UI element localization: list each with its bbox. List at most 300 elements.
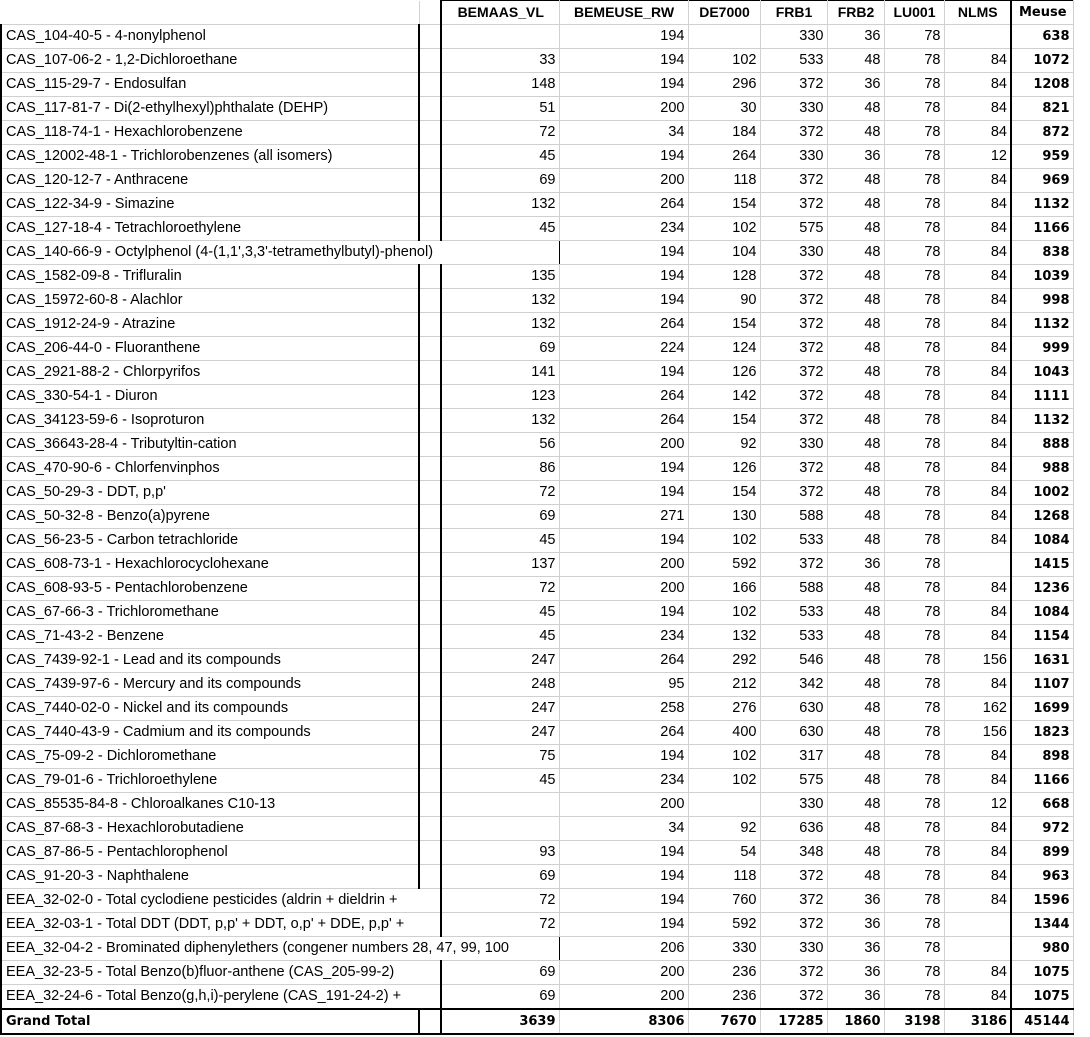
cell-meuse[interactable]: 969 <box>1011 169 1073 193</box>
cell-lu001[interactable]: 78 <box>884 577 944 601</box>
cell-de7000[interactable]: 166 <box>688 577 760 601</box>
cell-lu001[interactable]: 78 <box>884 385 944 409</box>
cell-bemeuse-rw[interactable]: 200 <box>559 961 688 985</box>
cell-lu001[interactable]: 78 <box>884 289 944 313</box>
cell-frb2[interactable]: 48 <box>827 697 884 721</box>
cell-nlms[interactable]: 84 <box>944 601 1011 625</box>
cell-de7000[interactable]: 124 <box>688 337 760 361</box>
row-label[interactable]: CAS_34123-59-6 - Isoproturon <box>1 409 419 433</box>
cell-meuse[interactable]: 972 <box>1011 817 1073 841</box>
cell-frb1[interactable]: 372 <box>760 985 827 1010</box>
cell-bemeuse-rw[interactable]: 194 <box>559 361 688 385</box>
cell-de7000[interactable]: 592 <box>688 553 760 577</box>
gap-cell[interactable] <box>419 49 441 73</box>
cell-frb1[interactable]: 372 <box>760 961 827 985</box>
cell-nlms[interactable]: 84 <box>944 529 1011 553</box>
cell-bemaas-vl[interactable]: 86 <box>441 457 559 481</box>
cell-frb2[interactable]: 48 <box>827 721 884 745</box>
cell-frb1[interactable]: 372 <box>760 913 827 937</box>
cell-meuse[interactable]: 1344 <box>1011 913 1073 937</box>
gap-cell[interactable] <box>419 289 441 313</box>
row-label[interactable]: CAS_50-29-3 - DDT, p,p' <box>1 481 419 505</box>
cell-bemaas-vl[interactable]: 45 <box>441 145 559 169</box>
cell-de7000[interactable] <box>688 793 760 817</box>
cell-meuse[interactable]: 999 <box>1011 337 1073 361</box>
column-header-frb2[interactable]: FRB2 <box>827 1 884 25</box>
cell-frb1[interactable]: 575 <box>760 769 827 793</box>
cell-meuse[interactable]: 980 <box>1011 937 1073 961</box>
cell-meuse[interactable]: 959 <box>1011 145 1073 169</box>
row-label[interactable]: CAS_87-86-5 - Pentachlorophenol <box>1 841 419 865</box>
cell-nlms[interactable] <box>944 913 1011 937</box>
row-label[interactable]: CAS_2921-88-2 - Chlorpyrifos <box>1 361 419 385</box>
cell-meuse[interactable]: 1823 <box>1011 721 1073 745</box>
cell-frb2[interactable]: 36 <box>827 145 884 169</box>
cell-de7000[interactable]: 154 <box>688 409 760 433</box>
cell-meuse[interactable]: 888 <box>1011 433 1073 457</box>
cell-lu001[interactable]: 78 <box>884 361 944 385</box>
cell-meuse[interactable]: 1132 <box>1011 409 1073 433</box>
gap-cell[interactable] <box>419 841 441 865</box>
row-label[interactable]: EEA_32-24-6 - Total Benzo(g,h,i)-perylene (CAS_191-24-2) + <box>1 985 441 1010</box>
cell-frb2[interactable]: 36 <box>827 553 884 577</box>
cell-de7000[interactable]: 102 <box>688 529 760 553</box>
column-header-frb1[interactable]: FRB1 <box>760 1 827 25</box>
cell-frb1[interactable]: 348 <box>760 841 827 865</box>
gap-cell[interactable] <box>419 625 441 649</box>
row-label[interactable]: EEA_32-04-2 - Brominated diphenylethers (congener numbers 28, 47, 99, 100 <box>1 937 559 961</box>
cell-nlms[interactable]: 84 <box>944 121 1011 145</box>
cell-bemaas-vl[interactable]: 132 <box>441 313 559 337</box>
cell-de7000[interactable]: 184 <box>688 121 760 145</box>
cell-lu001[interactable]: 78 <box>884 769 944 793</box>
cell-frb2[interactable]: 1860 <box>827 1009 884 1034</box>
cell-nlms[interactable]: 12 <box>944 793 1011 817</box>
cell-bemaas-vl[interactable]: 72 <box>441 577 559 601</box>
cell-lu001[interactable]: 3198 <box>884 1009 944 1034</box>
cell-bemeuse-rw[interactable]: 194 <box>559 265 688 289</box>
cell-frb2[interactable]: 36 <box>827 985 884 1010</box>
cell-frb1[interactable]: 636 <box>760 817 827 841</box>
cell-frb1[interactable]: 330 <box>760 793 827 817</box>
column-header-de7000[interactable]: DE7000 <box>688 1 760 25</box>
cell-nlms[interactable]: 84 <box>944 505 1011 529</box>
cell-frb1[interactable]: 372 <box>760 889 827 913</box>
cell-bemeuse-rw[interactable]: 95 <box>559 673 688 697</box>
cell-bemeuse-rw[interactable]: 194 <box>559 457 688 481</box>
cell-bemeuse-rw[interactable]: 234 <box>559 769 688 793</box>
cell-de7000[interactable]: 142 <box>688 385 760 409</box>
cell-de7000[interactable]: 126 <box>688 361 760 385</box>
cell-bemeuse-rw[interactable]: 194 <box>559 841 688 865</box>
cell-bemaas-vl[interactable]: 248 <box>441 673 559 697</box>
row-label[interactable]: CAS_15972-60-8 - Alachlor <box>1 289 419 313</box>
cell-lu001[interactable]: 78 <box>884 217 944 241</box>
row-label[interactable]: CAS_85535-84-8 - Chloroalkanes C10-13 <box>1 793 419 817</box>
cell-lu001[interactable]: 78 <box>884 505 944 529</box>
cell-nlms[interactable]: 84 <box>944 97 1011 121</box>
cell-nlms[interactable]: 162 <box>944 697 1011 721</box>
cell-nlms[interactable]: 84 <box>944 673 1011 697</box>
cell-meuse[interactable]: 668 <box>1011 793 1073 817</box>
cell-bemeuse-rw[interactable]: 264 <box>559 409 688 433</box>
cell-lu001[interactable]: 78 <box>884 265 944 289</box>
cell-frb1[interactable]: 372 <box>760 457 827 481</box>
cell-frb2[interactable]: 36 <box>827 889 884 913</box>
cell-nlms[interactable]: 84 <box>944 193 1011 217</box>
cell-bemaas-vl[interactable] <box>441 817 559 841</box>
cell-de7000[interactable]: 90 <box>688 289 760 313</box>
header-blank-cell[interactable] <box>1 1 419 25</box>
cell-lu001[interactable]: 78 <box>884 793 944 817</box>
cell-nlms[interactable] <box>944 553 1011 577</box>
cell-nlms[interactable] <box>944 937 1011 961</box>
cell-lu001[interactable]: 78 <box>884 241 944 265</box>
cell-bemaas-vl[interactable]: 56 <box>441 433 559 457</box>
cell-de7000[interactable]: 264 <box>688 145 760 169</box>
cell-bemeuse-rw[interactable]: 200 <box>559 553 688 577</box>
cell-frb2[interactable]: 48 <box>827 649 884 673</box>
cell-frb2[interactable]: 48 <box>827 481 884 505</box>
cell-bemaas-vl[interactable]: 75 <box>441 745 559 769</box>
cell-bemaas-vl[interactable]: 69 <box>441 337 559 361</box>
cell-meuse[interactable]: 1075 <box>1011 985 1073 1010</box>
gap-cell[interactable] <box>419 217 441 241</box>
cell-bemaas-vl[interactable]: 69 <box>441 169 559 193</box>
cell-de7000[interactable] <box>688 25 760 49</box>
cell-meuse[interactable]: 638 <box>1011 25 1073 49</box>
cell-bemaas-vl[interactable]: 93 <box>441 841 559 865</box>
cell-meuse[interactable]: 45144 <box>1011 1009 1073 1034</box>
row-label[interactable]: CAS_120-12-7 - Anthracene <box>1 169 419 193</box>
cell-frb2[interactable]: 36 <box>827 937 884 961</box>
cell-de7000[interactable]: 126 <box>688 457 760 481</box>
gap-cell[interactable] <box>419 169 441 193</box>
cell-bemaas-vl[interactable]: 137 <box>441 553 559 577</box>
cell-frb2[interactable]: 48 <box>827 817 884 841</box>
cell-bemeuse-rw[interactable]: 264 <box>559 649 688 673</box>
cell-bemeuse-rw[interactable]: 194 <box>559 241 688 265</box>
gap-cell[interactable] <box>419 793 441 817</box>
gap-cell[interactable] <box>419 673 441 697</box>
cell-frb1[interactable]: 546 <box>760 649 827 673</box>
row-label[interactable]: CAS_67-66-3 - Trichloromethane <box>1 601 419 625</box>
gap-cell[interactable] <box>419 409 441 433</box>
column-header-bemeuse-rw[interactable]: BEMEUSE_RW <box>559 1 688 25</box>
cell-bemeuse-rw[interactable]: 194 <box>559 745 688 769</box>
cell-de7000[interactable]: 132 <box>688 625 760 649</box>
cell-nlms[interactable]: 84 <box>944 577 1011 601</box>
row-label[interactable]: CAS_608-73-1 - Hexachlorocyclohexane <box>1 553 419 577</box>
cell-bemeuse-rw[interactable]: 200 <box>559 433 688 457</box>
row-label[interactable]: CAS_122-34-9 - Simazine <box>1 193 419 217</box>
cell-bemaas-vl[interactable]: 45 <box>441 625 559 649</box>
cell-de7000[interactable]: 154 <box>688 193 760 217</box>
cell-bemeuse-rw[interactable]: 234 <box>559 217 688 241</box>
cell-bemaas-vl[interactable] <box>441 25 559 49</box>
column-header-lu001[interactable]: LU001 <box>884 1 944 25</box>
cell-bemeuse-rw[interactable]: 200 <box>559 97 688 121</box>
cell-bemaas-vl[interactable]: 69 <box>441 865 559 889</box>
cell-bemaas-vl[interactable]: 45 <box>441 769 559 793</box>
cell-bemaas-vl[interactable]: 69 <box>441 985 559 1010</box>
header-gap-cell[interactable] <box>419 1 441 25</box>
cell-bemaas-vl[interactable]: 247 <box>441 721 559 745</box>
cell-frb1[interactable]: 588 <box>760 505 827 529</box>
cell-bemaas-vl[interactable]: 51 <box>441 97 559 121</box>
cell-frb2[interactable]: 48 <box>827 217 884 241</box>
gap-cell[interactable] <box>419 529 441 553</box>
cell-frb1[interactable]: 372 <box>760 121 827 145</box>
grand-total-label[interactable]: Grand Total <box>1 1009 419 1034</box>
cell-frb2[interactable]: 48 <box>827 673 884 697</box>
cell-nlms[interactable]: 84 <box>944 241 1011 265</box>
cell-meuse[interactable]: 1075 <box>1011 961 1073 985</box>
cell-frb1[interactable]: 533 <box>760 625 827 649</box>
cell-bemaas-vl[interactable]: 69 <box>441 961 559 985</box>
cell-bemeuse-rw[interactable]: 8306 <box>559 1009 688 1034</box>
cell-bemaas-vl[interactable]: 148 <box>441 73 559 97</box>
cell-nlms[interactable]: 84 <box>944 217 1011 241</box>
cell-frb2[interactable]: 48 <box>827 577 884 601</box>
cell-frb2[interactable]: 48 <box>827 457 884 481</box>
cell-de7000[interactable]: 236 <box>688 985 760 1010</box>
cell-meuse[interactable]: 872 <box>1011 121 1073 145</box>
cell-nlms[interactable]: 84 <box>944 337 1011 361</box>
cell-lu001[interactable]: 78 <box>884 121 944 145</box>
cell-bemeuse-rw[interactable]: 194 <box>559 601 688 625</box>
cell-bemaas-vl[interactable]: 3639 <box>441 1009 559 1034</box>
cell-meuse[interactable]: 1072 <box>1011 49 1073 73</box>
cell-nlms[interactable]: 84 <box>944 985 1011 1010</box>
row-label[interactable]: CAS_107-06-2 - 1,2-Dichloroethane <box>1 49 419 73</box>
cell-bemeuse-rw[interactable]: 264 <box>559 313 688 337</box>
cell-bemaas-vl[interactable]: 132 <box>441 409 559 433</box>
cell-lu001[interactable]: 78 <box>884 49 944 73</box>
cell-frb2[interactable]: 48 <box>827 385 884 409</box>
cell-lu001[interactable]: 78 <box>884 97 944 121</box>
cell-de7000[interactable]: 104 <box>688 241 760 265</box>
cell-lu001[interactable]: 78 <box>884 937 944 961</box>
gap-cell[interactable] <box>419 73 441 97</box>
cell-lu001[interactable]: 78 <box>884 673 944 697</box>
cell-de7000[interactable]: 118 <box>688 169 760 193</box>
cell-frb1[interactable]: 372 <box>760 865 827 889</box>
cell-frb2[interactable]: 48 <box>827 241 884 265</box>
cell-bemeuse-rw[interactable]: 194 <box>559 49 688 73</box>
cell-bemaas-vl[interactable]: 45 <box>441 217 559 241</box>
cell-lu001[interactable]: 78 <box>884 745 944 769</box>
cell-bemeuse-rw[interactable]: 194 <box>559 529 688 553</box>
cell-frb1[interactable]: 372 <box>760 265 827 289</box>
cell-frb1[interactable]: 330 <box>760 25 827 49</box>
cell-frb1[interactable]: 317 <box>760 745 827 769</box>
gap-cell[interactable] <box>419 601 441 625</box>
cell-nlms[interactable]: 84 <box>944 625 1011 649</box>
cell-nlms[interactable]: 84 <box>944 841 1011 865</box>
cell-frb2[interactable]: 48 <box>827 97 884 121</box>
cell-frb2[interactable]: 48 <box>827 265 884 289</box>
cell-nlms[interactable]: 84 <box>944 49 1011 73</box>
row-label[interactable]: CAS_104-40-5 - 4-nonylphenol <box>1 25 419 49</box>
cell-bemeuse-rw[interactable]: 264 <box>559 721 688 745</box>
cell-bemeuse-rw[interactable]: 194 <box>559 913 688 937</box>
cell-nlms[interactable]: 84 <box>944 169 1011 193</box>
cell-lu001[interactable]: 78 <box>884 481 944 505</box>
cell-de7000[interactable]: 128 <box>688 265 760 289</box>
row-label[interactable]: CAS_206-44-0 - Fluoranthene <box>1 337 419 361</box>
cell-meuse[interactable]: 1154 <box>1011 625 1073 649</box>
gap-cell[interactable] <box>419 361 441 385</box>
row-label[interactable]: CAS_1912-24-9 - Atrazine <box>1 313 419 337</box>
cell-frb2[interactable]: 48 <box>827 505 884 529</box>
cell-bemaas-vl[interactable]: 72 <box>441 889 559 913</box>
column-header-bemaas-vl[interactable]: BEMAAS_VL <box>441 1 559 25</box>
gap-cell[interactable] <box>419 1009 441 1034</box>
cell-lu001[interactable]: 78 <box>884 697 944 721</box>
cell-lu001[interactable]: 78 <box>884 337 944 361</box>
cell-meuse[interactable]: 1132 <box>1011 193 1073 217</box>
cell-frb2[interactable]: 48 <box>827 409 884 433</box>
cell-meuse[interactable]: 1208 <box>1011 73 1073 97</box>
cell-bemeuse-rw[interactable]: 200 <box>559 985 688 1010</box>
cell-meuse[interactable]: 1084 <box>1011 529 1073 553</box>
cell-frb1[interactable]: 372 <box>760 193 827 217</box>
cell-de7000[interactable]: 330 <box>688 937 760 961</box>
cell-nlms[interactable]: 84 <box>944 265 1011 289</box>
cell-bemeuse-rw[interactable]: 264 <box>559 385 688 409</box>
cell-lu001[interactable]: 78 <box>884 913 944 937</box>
cell-nlms[interactable]: 84 <box>944 457 1011 481</box>
row-label[interactable]: EEA_32-23-5 - Total Benzo(b)fluor-anthene (CAS_205-99-2) <box>1 961 441 985</box>
cell-de7000[interactable]: 592 <box>688 913 760 937</box>
cell-frb2[interactable]: 48 <box>827 289 884 313</box>
cell-meuse[interactable]: 1107 <box>1011 673 1073 697</box>
cell-meuse[interactable]: 898 <box>1011 745 1073 769</box>
cell-frb2[interactable]: 48 <box>827 793 884 817</box>
cell-frb1[interactable]: 533 <box>760 601 827 625</box>
cell-meuse[interactable]: 1111 <box>1011 385 1073 409</box>
cell-de7000[interactable]: 92 <box>688 817 760 841</box>
cell-bemaas-vl[interactable]: 69 <box>441 505 559 529</box>
cell-frb1[interactable]: 372 <box>760 169 827 193</box>
cell-nlms[interactable]: 156 <box>944 649 1011 673</box>
cell-meuse[interactable]: 1699 <box>1011 697 1073 721</box>
cell-de7000[interactable]: 212 <box>688 673 760 697</box>
cell-de7000[interactable]: 292 <box>688 649 760 673</box>
row-label[interactable]: CAS_117-81-7 - Di(2-ethylhexyl)phthalate (DEHP) <box>1 97 419 121</box>
cell-de7000[interactable]: 296 <box>688 73 760 97</box>
column-header-nlms[interactable]: NLMS <box>944 1 1011 25</box>
cell-lu001[interactable]: 78 <box>884 601 944 625</box>
cell-frb1[interactable]: 630 <box>760 697 827 721</box>
cell-de7000[interactable]: 118 <box>688 865 760 889</box>
row-label[interactable]: CAS_470-90-6 - Chlorfenvinphos <box>1 457 419 481</box>
cell-frb1[interactable]: 330 <box>760 241 827 265</box>
cell-bemaas-vl[interactable]: 72 <box>441 121 559 145</box>
cell-de7000[interactable]: 92 <box>688 433 760 457</box>
cell-frb1[interactable]: 372 <box>760 409 827 433</box>
gap-cell[interactable] <box>419 457 441 481</box>
cell-lu001[interactable]: 78 <box>884 313 944 337</box>
cell-de7000[interactable]: 30 <box>688 97 760 121</box>
cell-de7000[interactable]: 400 <box>688 721 760 745</box>
cell-frb2[interactable]: 48 <box>827 169 884 193</box>
cell-nlms[interactable]: 84 <box>944 313 1011 337</box>
column-header-meuse[interactable]: Meuse <box>1011 1 1073 25</box>
cell-meuse[interactable]: 1631 <box>1011 649 1073 673</box>
row-label[interactable]: CAS_7440-43-9 - Cadmium and its compounds <box>1 721 419 745</box>
cell-nlms[interactable]: 84 <box>944 289 1011 313</box>
gap-cell[interactable] <box>419 97 441 121</box>
cell-bemaas-vl[interactable]: 72 <box>441 481 559 505</box>
cell-frb1[interactable]: 330 <box>760 97 827 121</box>
gap-cell[interactable] <box>419 817 441 841</box>
cell-bemeuse-rw[interactable]: 194 <box>559 25 688 49</box>
cell-frb2[interactable]: 48 <box>827 841 884 865</box>
cell-frb1[interactable]: 342 <box>760 673 827 697</box>
row-label[interactable]: CAS_7439-97-6 - Mercury and its compounds <box>1 673 419 697</box>
cell-nlms[interactable]: 84 <box>944 481 1011 505</box>
cell-meuse[interactable]: 1596 <box>1011 889 1073 913</box>
gap-cell[interactable] <box>419 145 441 169</box>
cell-lu001[interactable]: 78 <box>884 553 944 577</box>
gap-cell[interactable] <box>419 865 441 889</box>
cell-frb2[interactable]: 48 <box>827 601 884 625</box>
row-label[interactable]: CAS_87-68-3 - Hexachlorobutadiene <box>1 817 419 841</box>
row-label[interactable]: CAS_36643-28-4 - Tributyltin-cation <box>1 433 419 457</box>
cell-nlms[interactable]: 84 <box>944 361 1011 385</box>
cell-frb1[interactable]: 330 <box>760 937 827 961</box>
cell-frb1[interactable]: 17285 <box>760 1009 827 1034</box>
cell-lu001[interactable]: 78 <box>884 985 944 1010</box>
cell-frb2[interactable]: 48 <box>827 625 884 649</box>
cell-frb1[interactable]: 372 <box>760 337 827 361</box>
cell-de7000[interactable]: 102 <box>688 49 760 73</box>
cell-bemeuse-rw[interactable]: 271 <box>559 505 688 529</box>
cell-frb2[interactable]: 48 <box>827 433 884 457</box>
cell-meuse[interactable]: 1415 <box>1011 553 1073 577</box>
cell-lu001[interactable]: 78 <box>884 625 944 649</box>
cell-lu001[interactable]: 78 <box>884 433 944 457</box>
cell-de7000[interactable]: 154 <box>688 313 760 337</box>
row-label[interactable]: CAS_608-93-5 - Pentachlorobenzene <box>1 577 419 601</box>
cell-lu001[interactable]: 78 <box>884 817 944 841</box>
row-label[interactable]: CAS_330-54-1 - Diuron <box>1 385 419 409</box>
cell-frb1[interactable]: 533 <box>760 529 827 553</box>
cell-nlms[interactable]: 156 <box>944 721 1011 745</box>
cell-nlms[interactable]: 84 <box>944 73 1011 97</box>
cell-lu001[interactable]: 78 <box>884 865 944 889</box>
cell-meuse[interactable]: 838 <box>1011 241 1073 265</box>
cell-frb2[interactable]: 36 <box>827 961 884 985</box>
cell-bemaas-vl[interactable]: 132 <box>441 193 559 217</box>
cell-meuse[interactable]: 1084 <box>1011 601 1073 625</box>
cell-meuse[interactable]: 1268 <box>1011 505 1073 529</box>
cell-nlms[interactable]: 84 <box>944 385 1011 409</box>
cell-bemaas-vl[interactable]: 247 <box>441 697 559 721</box>
cell-bemeuse-rw[interactable]: 34 <box>559 121 688 145</box>
cell-bemaas-vl[interactable]: 45 <box>441 601 559 625</box>
cell-frb2[interactable]: 48 <box>827 865 884 889</box>
cell-bemaas-vl[interactable]: 72 <box>441 913 559 937</box>
row-label[interactable]: CAS_91-20-3 - Naphthalene <box>1 865 419 889</box>
cell-lu001[interactable]: 78 <box>884 73 944 97</box>
cell-bemeuse-rw[interactable]: 234 <box>559 625 688 649</box>
cell-de7000[interactable]: 276 <box>688 697 760 721</box>
cell-lu001[interactable]: 78 <box>884 841 944 865</box>
row-label[interactable]: CAS_1582-09-8 - Trifluralin <box>1 265 419 289</box>
